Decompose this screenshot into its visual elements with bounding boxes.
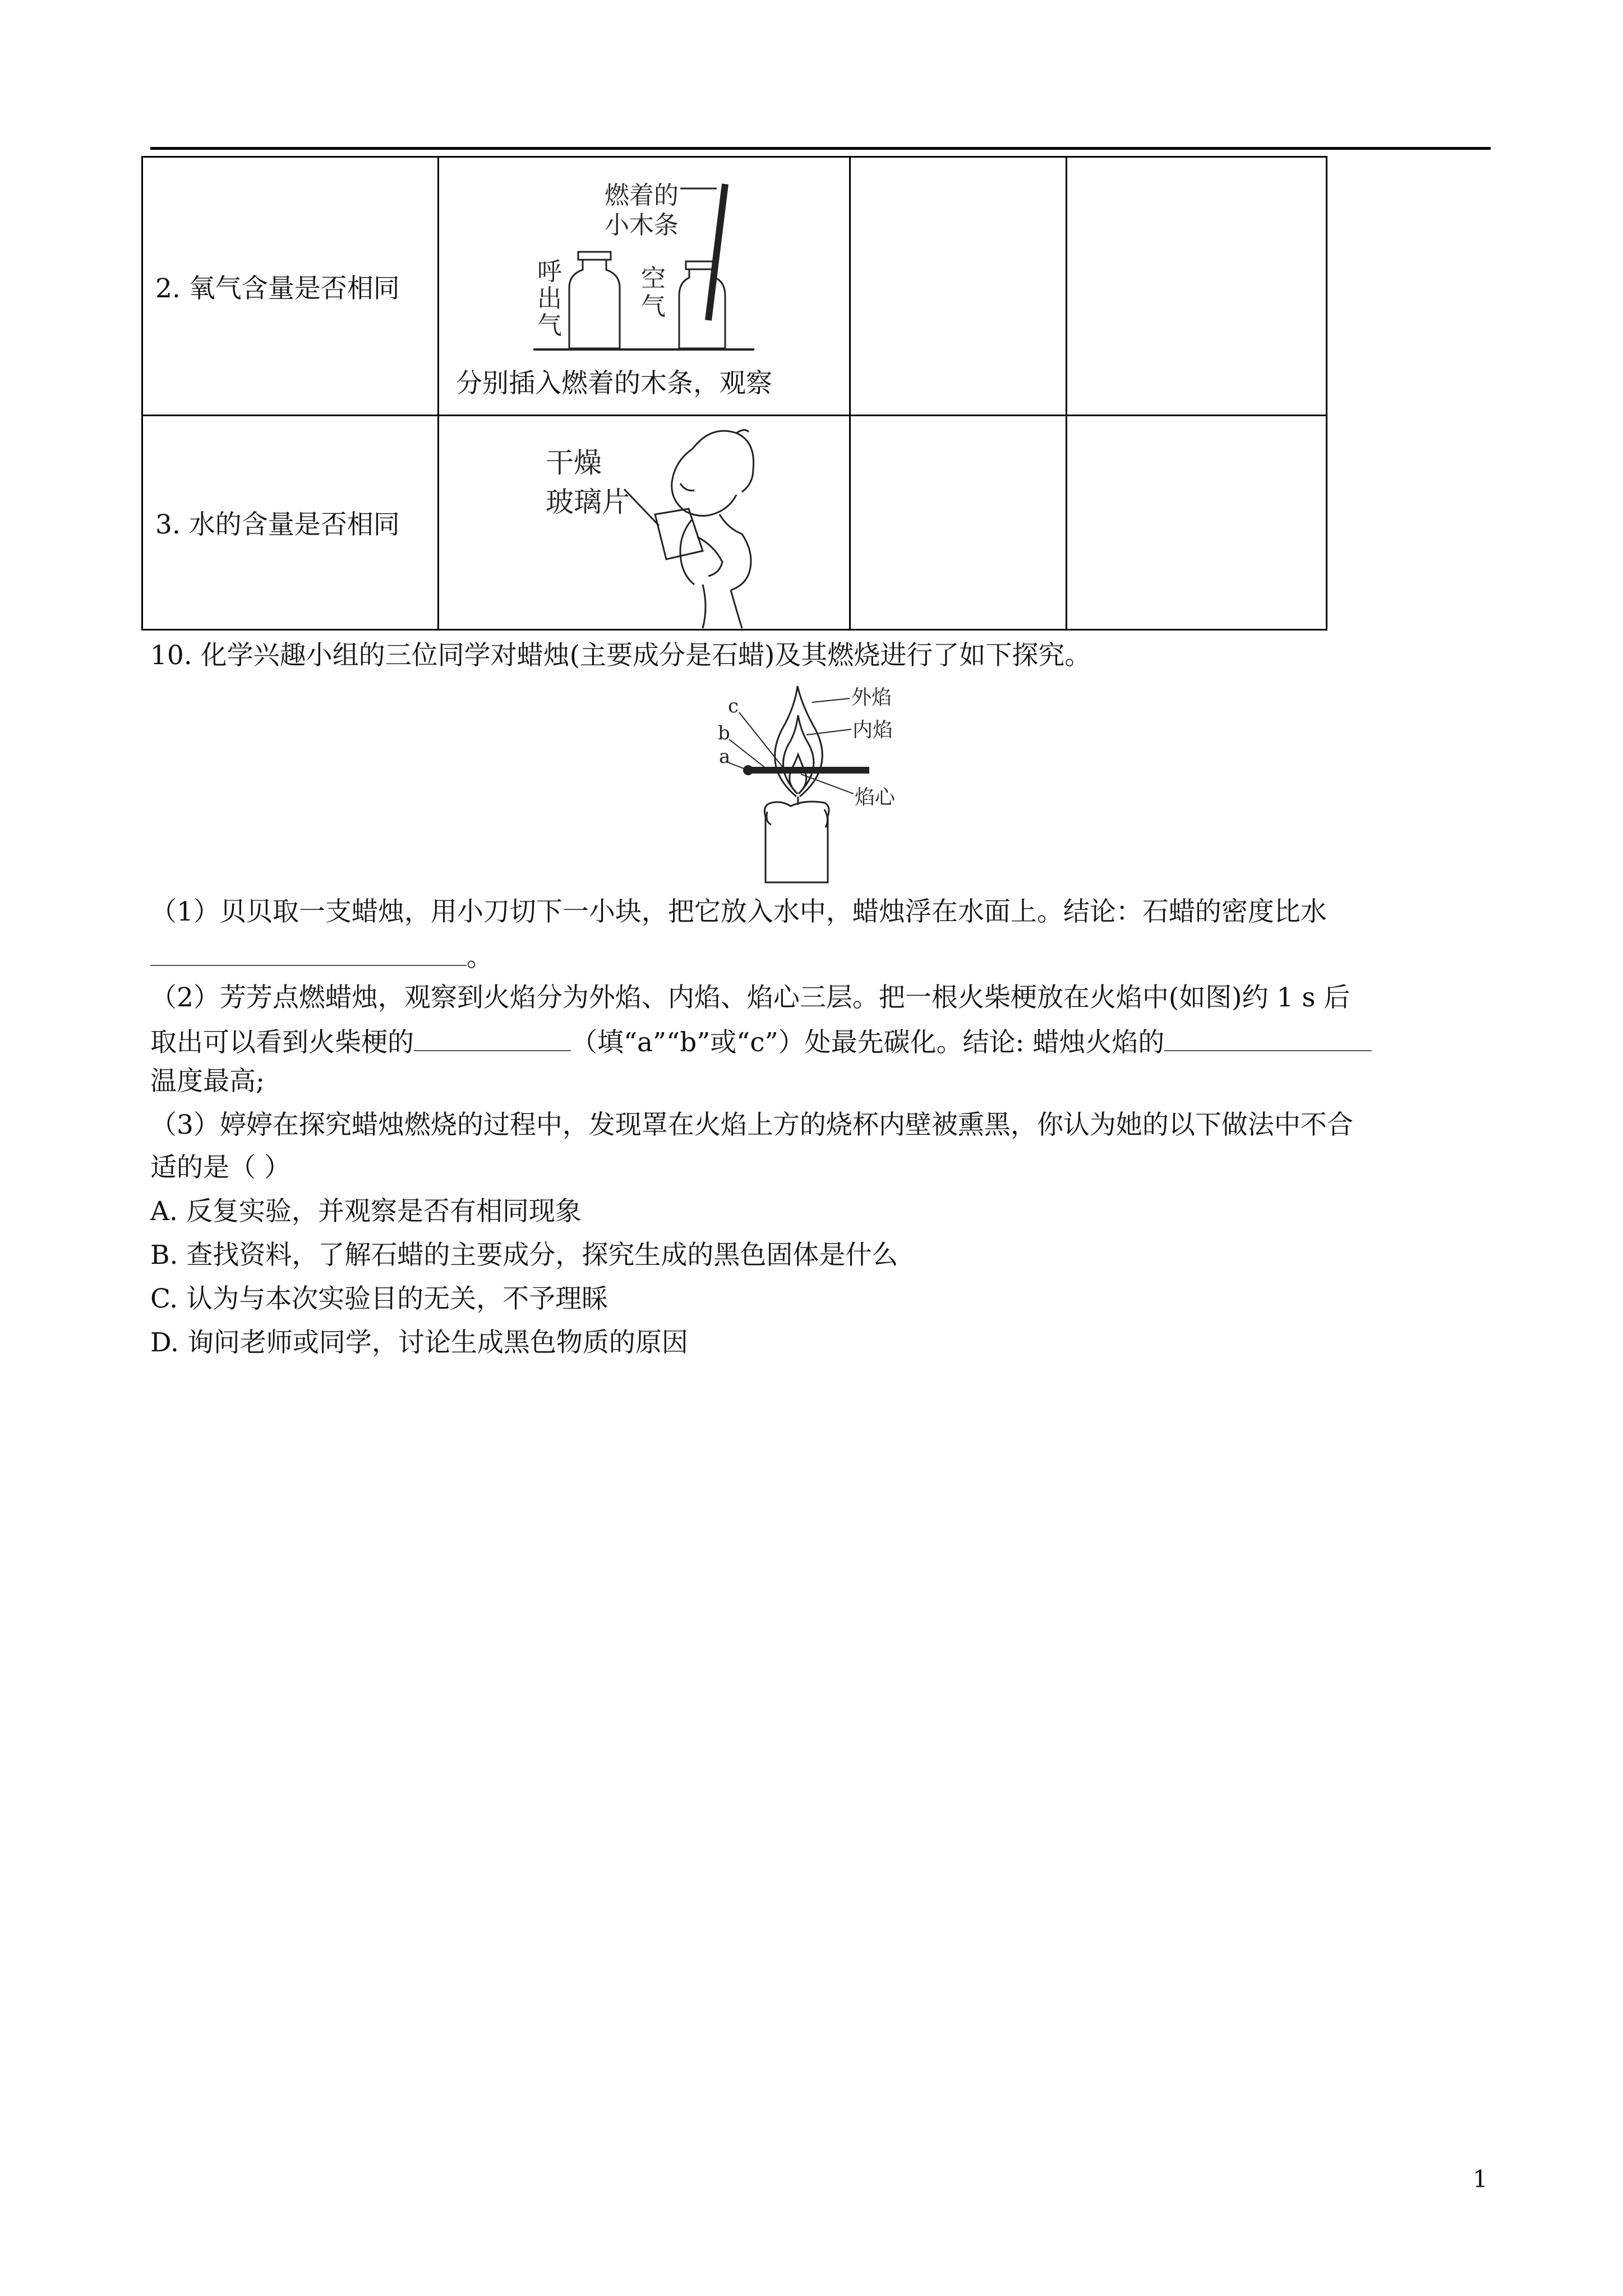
row-label-water: 3. 水的含量是否相同 <box>142 416 439 630</box>
label-b: b <box>718 722 730 744</box>
answer-blank-3[interactable] <box>1164 1028 1372 1051</box>
air-jar <box>679 261 725 348</box>
part-2-line-3: 温度最高; <box>150 1066 265 1097</box>
exhaled-air-jar <box>569 252 620 348</box>
label-c: c <box>728 695 739 717</box>
label-outer-flame: 外焰 <box>851 686 892 709</box>
table-row <box>142 157 1327 416</box>
label-air-2: 气 <box>641 292 666 321</box>
option-c: C. 认为与本次实验目的无关，不予理睬 <box>150 1283 608 1314</box>
girl-drawing <box>624 430 754 628</box>
breathing-girl-figure <box>439 416 851 631</box>
flame <box>775 686 823 805</box>
water-figure-cell <box>439 416 850 630</box>
experiment-table <box>141 156 1327 631</box>
part-3-line-2: 适的是（ ） <box>150 1152 291 1183</box>
oxygen-caption: 分别插入燃着的木条，观察 <box>456 368 772 399</box>
table-row <box>142 416 1327 630</box>
label-exhaled-3: 气 <box>537 311 562 340</box>
oxygen-phenomenon-cell <box>850 157 1067 416</box>
answer-blank-1[interactable] <box>150 942 467 966</box>
oxygen-figure-cell <box>439 157 850 416</box>
label-flame-core: 焰心 <box>855 786 896 809</box>
label-air-1: 空 <box>641 264 666 293</box>
label-glass: 玻璃片 <box>546 486 630 518</box>
oxygen-conclusion-cell <box>1067 157 1327 416</box>
candle <box>764 802 829 882</box>
water-conclusion-cell <box>1067 416 1327 630</box>
label-a: a <box>719 746 731 768</box>
part-2-line-1: （2）芳芳点燃蜡烛，观察到火焰分为外焰、内焰、焰心三层。把一根火柴梗放在火焰中(如图)约 1 s 后 <box>150 982 1350 1013</box>
option-b: B. 查找资料，了解石蜡的主要成分，探究生成的黑色固体是什么 <box>150 1240 898 1271</box>
part-1-line-1: （1）贝贝取一支蜡烛，用小刀切下一小块，把它放入水中，蜡烛浮在水面上。结论：石蜡的密度比水 <box>150 896 1327 927</box>
page-number: 1 <box>1473 2165 1488 2193</box>
part-1-line-2: 。 <box>150 942 493 970</box>
option-a: A. 反复实验，并观察是否有相同现象 <box>150 1196 582 1227</box>
option-d: D. 询问老师或同学，讨论生成黑色物质的原因 <box>150 1327 688 1358</box>
row-label-oxygen: 2. 氧气含量是否相同 <box>142 157 439 416</box>
label-burning: 燃着的 <box>605 181 679 210</box>
label-exhaled-1: 呼 <box>537 257 562 286</box>
question-stem: 10. 化学兴趣小组的三位同学对蜡烛(主要成分是石蜡)及其燃烧进行了如下探究。 <box>150 640 1091 671</box>
water-phenomenon-cell <box>850 416 1067 630</box>
answer-blank-2[interactable] <box>414 1028 571 1051</box>
header-rule <box>150 147 1491 150</box>
candle-flame-diagram <box>707 682 942 886</box>
label-exhaled-2: 出 <box>537 284 562 313</box>
label-stick: 小木条 <box>605 211 679 240</box>
label-dry: 干燥 <box>546 447 602 479</box>
part-2-line-2: 取出可以看到火柴梗的 （填“a”“b”或“c”）处最先碳化。结论: 蜡烛火焰的 <box>150 1028 1372 1056</box>
label-inner-flame: 内焰 <box>852 719 893 742</box>
part-3-line-1: （3）婷婷在探究蜡烛燃烧的过程中，发现罩在火焰上方的烧杯内壁被熏黑，你认为她的以下做法中不合 <box>150 1110 1353 1140</box>
